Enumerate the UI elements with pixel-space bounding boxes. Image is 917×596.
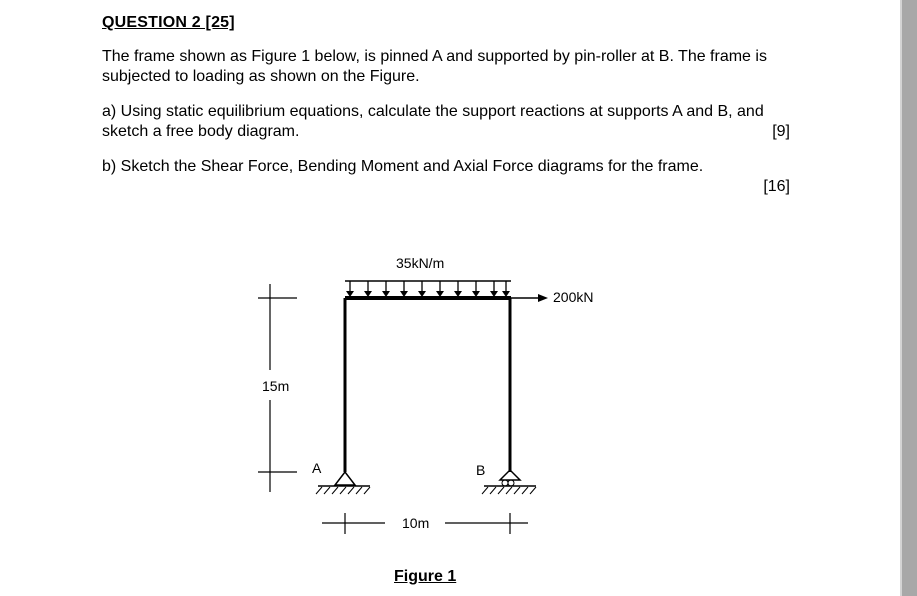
question-intro: The frame shown as Figure 1 below, is pinned A and supported by pin-roller at B. The frame is subjected to loading as shown on the Figure. [102,48,767,85]
part-b-marks: [16] [763,178,790,195]
span-label: 10m [402,515,430,531]
point-load-label: 200kN [553,289,594,305]
height-label: 15m [262,378,290,394]
point-load [511,289,593,305]
support-b [476,462,536,494]
part-a-text: a) Using static equilibrium equations, calculate the support reactions at supports A and B, and sketch a free body diagram. [102,103,764,140]
part-a-marks: [9] [772,123,790,140]
pin-support-icon [335,472,355,485]
udl-label: 35kN/m [396,255,445,271]
roller-wheel [508,480,514,486]
frame-members [345,298,511,472]
support-a-label: A [312,460,322,476]
support-a [312,460,370,494]
question-title: QUESTION 2 [25] [102,14,235,31]
part-b-text: b) Sketch the Shear Force, Bending Moment and Axial Force diagrams for the frame. [102,158,704,175]
figure-caption: Figure 1 [394,568,457,585]
udl-load [345,255,511,297]
point-load-arrowhead [538,294,548,302]
support-b-label: B [476,462,486,478]
roller-wheel [502,480,508,486]
